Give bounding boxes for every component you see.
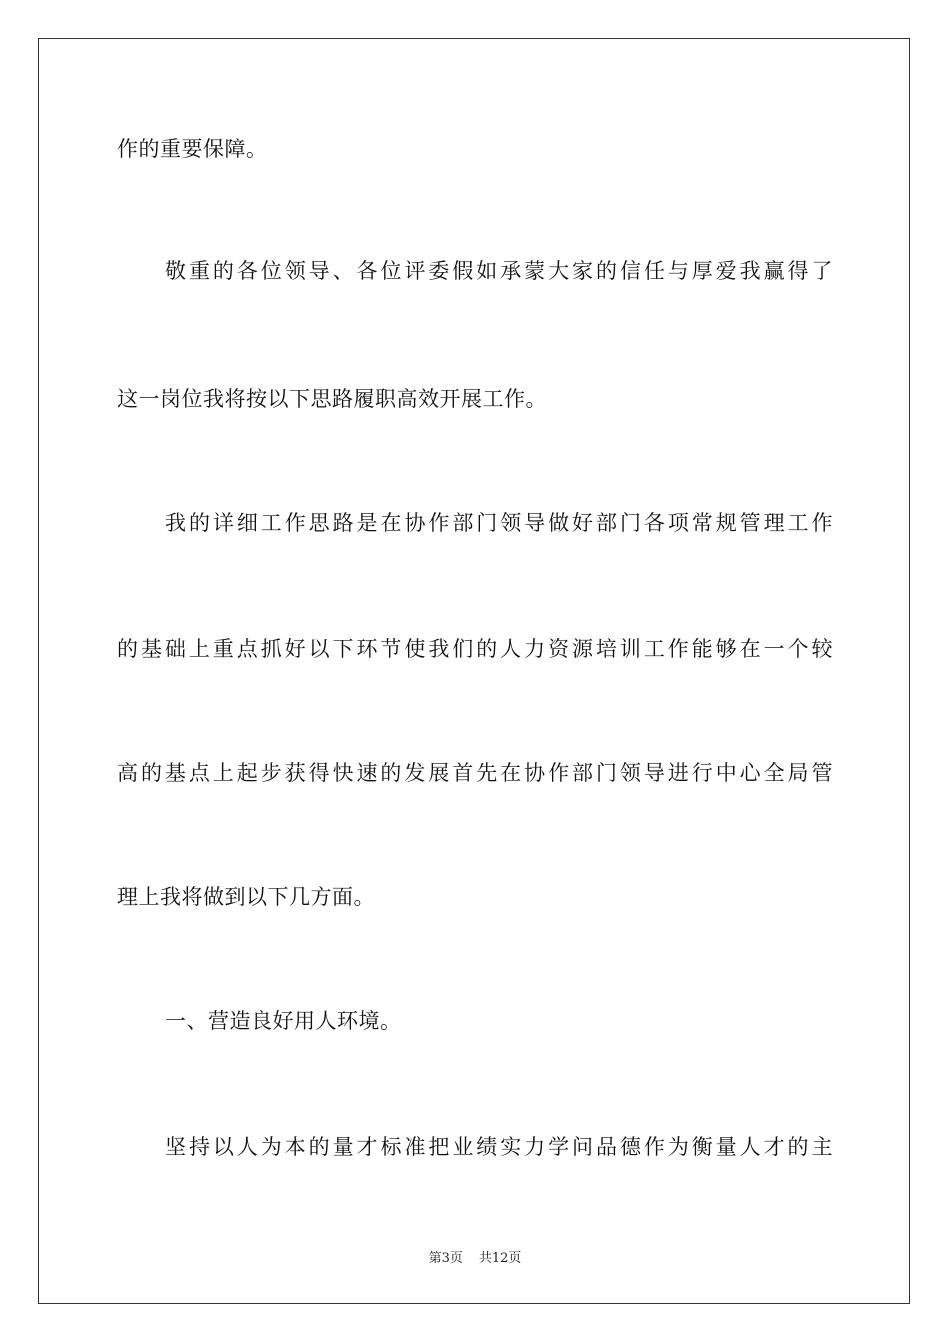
section-heading: 一、营造良好用人环境。	[165, 1009, 402, 1033]
body-line-1: 作的重要保障。	[117, 137, 268, 161]
body-line-5: 的基础上重点抓好以下环节使我们的人力资源培训工作能够在一个较	[117, 637, 833, 661]
body-line-6: 高的基点上起步获得快速的发展首先在协作部门领导进行中心全局管	[117, 761, 833, 785]
page-number: 第3页	[428, 1251, 463, 1266]
page-border	[38, 38, 910, 1304]
body-line-7: 理上我将做到以下几方面。	[117, 885, 375, 909]
page-footer	[0, 1247, 950, 1266]
body-line-4: 我的详细工作思路是在协作部门领导做好部门各项常规管理工作	[165, 511, 833, 535]
body-line-9: 坚持以人为本的量才标准把业绩实力学问品德作为衡量人才的主	[165, 1135, 833, 1159]
page-total: 共12页	[478, 1251, 522, 1266]
body-line-3: 这一岗位我将按以下思路履职高效开展工作。	[117, 387, 547, 411]
body-line-2: 敬重的各位领导、各位评委假如承蒙大家的信任与厚爱我赢得了	[165, 259, 833, 283]
